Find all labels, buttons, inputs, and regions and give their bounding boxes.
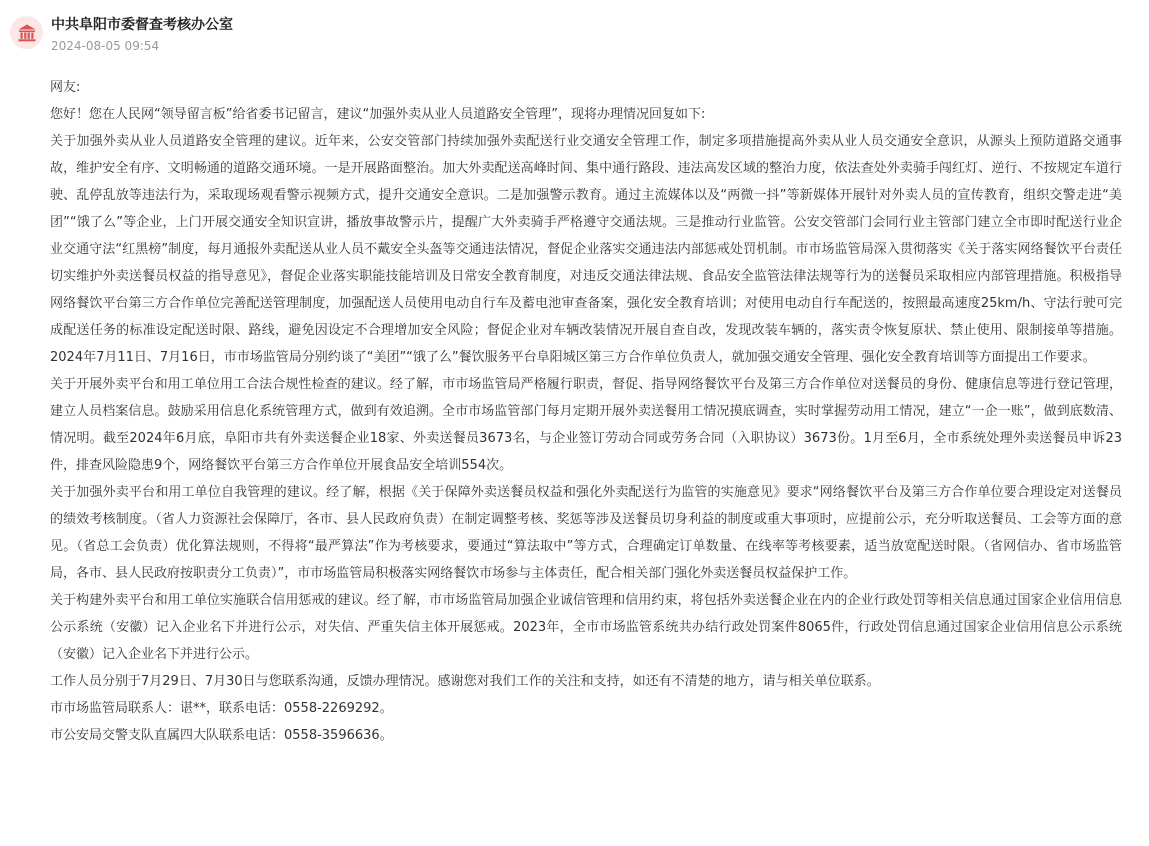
reply-header [10,13,233,59]
reply-meta [51,13,233,52]
reply-content [50,74,1122,749]
reply-intro: 您好！您在人民网“领导留言板”给省委书记留言，建议“加强外卖从业人员道路安全管理”，现将办理情况回复如下: [50,107,706,122]
reply-paragraph-self-management: 关于加强外卖平台和用工单位自我管理的建议。经了解，根据《关于保障外卖送餐员权益和强化外卖配送行为监管的实施意见》要求“网络餐饮平台及第三方合作单位要合理设定对送餐员的绩效考核制度。（省人力资源社会保障厅，各市、县人民政府负责）在制定调整考核、奖惩等涉及送餐员切身利益的制度或重大事项时，应提前公示，充分听取送餐员、工会等方面的意见。（省总工会负责）优化算法规则，不得将“最严算法”作为考核要求，要通过“算法取中”等方式，合理确定订单数量、在线率等考核要素，适当放宽配送时限。（省网信办、省市场监管局，各市、县人民政府按职责分工负责）”，市市场监管局积极落实网络餐饮市场参与主体责任，配合相关部门强化外卖送餐员权益保护工作。 [50,485,1122,581]
reply-contact-market-regulation: 市市场监管局联系人：谌**，联系电话：0558-2269292。 [50,701,393,716]
org-name[interactable]: 中共阜阳市委督查考核办公室 [51,17,233,33]
reply-greeting: 网友: [50,80,81,95]
reply-paragraph-employment-check: 关于开展外卖平台和用工单位用工合法合规性检查的建议。经了解，市市场监管局严格履行职责，督促、指导网络餐饮平台及第三方合作单位对送餐员的身份、健康信息等进行登记管理，建立人员档案信息。鼓励采用信息化系统管理方式，做到有效追溯。全市市场监管部门每月定期开展外卖送餐用工情况摸底调查，实时掌握劳动用工情况，建立“一企一账”，做到底数清、情况明。截至2024年6月底，阜阳市共有外卖送餐企业18家、外卖送餐员3673名，与企业签订劳动合同或劳务合同（入职协议）3673份。1月至6月，全市系统处理外卖送餐员申诉23件，排查风险隐患9个，网络餐饮平台第三方合作单位开展食品安全培训554次。 [50,377,1122,473]
avatar[interactable] [10,16,43,49]
reply-paragraph-traffic-safety: 关于加强外卖从业人员道路安全管理的建议。近年来，公安交管部门持续加强外卖配送行业交通安全管理工作，制定多项措施提高外卖从业人员交通安全意识，从源头上预防道路交通事故，维护安全有序、文明畅通的道路交通环境。一是开展路面整治。加大外卖配送高峰时间、集中通行路段、违法高发区域的整治力度，依法查处外卖骑手闯红灯、逆行、不按规定车道行驶、乱停乱放等违法行为，采取现场观看警示视频方式，提升交通安全意识。二是加强警示教育。通过主流媒体以及“两微一抖”等新媒体开展针对外卖人员的宣传教育，组织交警走进“美团”“饿了么”等企业，上门开展交通安全知识宣讲，播放事故警示片，提醒广大外卖骑手严格遵守交通法规。三是推动行业监管。公安交管部门会同行业主管部门建立全市即时配送行业企业交通守法“红黑榜”制度，每月通报外卖配送从业人员不戴安全头盔等交通违法情况，督促企业落实交通违法内部惩戒处罚机制。市市场监管局深入贯彻落实《关于落实网络餐饮平台责任切实维护外卖送餐员权益的指导意见》，督促企业落实职能技能培训及日常安全教育制度，对违反交通法律法规、食品安全监管法律法规等行为的送餐员采取相应内部管理措施。积极指导网络餐饮平台第三方合作单位完善配送管理制度，加强配送人员使用电动自行车及蓄电池审查备案，强化安全教育培训；对使用电动自行车配送的，按照最高速度25km/h、守法行驶可完成配送任务的标准设定配送时限、路线，避免因设定不合理增加安全风险；督促企业对车辆改装情况开展自查自改，发现改装车辆的，落实责令恢复原状、禁止使用、限制接单等措施。2024年7月11日、7月16日，市市场监管局分别约谈了“美团”“饿了么”餐饮服务平台阜阳城区第三方合作单位负责人，就加强交通安全管理、强化安全教育培训等方面提出工作要求。 [50,134,1122,365]
government-building-icon [17,23,37,43]
reply-paragraph-followup: 工作人员分别于7月29日、7月30日与您联系沟通，反馈办理情况。感谢您对我们工作的关注和支持，如还有不清楚的地方，请与相关单位联系。 [50,674,880,689]
reply-timestamp: 2024-08-05 09:54 [51,39,160,53]
reply-paragraph-credit-punishment: 关于构建外卖平台和用工单位实施联合信用惩戒的建议。经了解，市市场监管局加强企业诚信管理和信用约束，将包括外卖送餐企业在内的企业行政处罚等相关信息通过国家企业信用信息公示系统（安徽）记入企业名下并进行公示，对失信、严重失信主体开展惩戒。2023年，全市市场监管系统共办结行政处罚案件8065件，行政处罚信息通过国家企业信用信息公示系统（安徽）记入企业名下并进行公示。 [50,593,1122,662]
reply-contact-traffic-police: 市公安局交警支队直属四大队联系电话：0558-3596636。 [50,728,393,743]
